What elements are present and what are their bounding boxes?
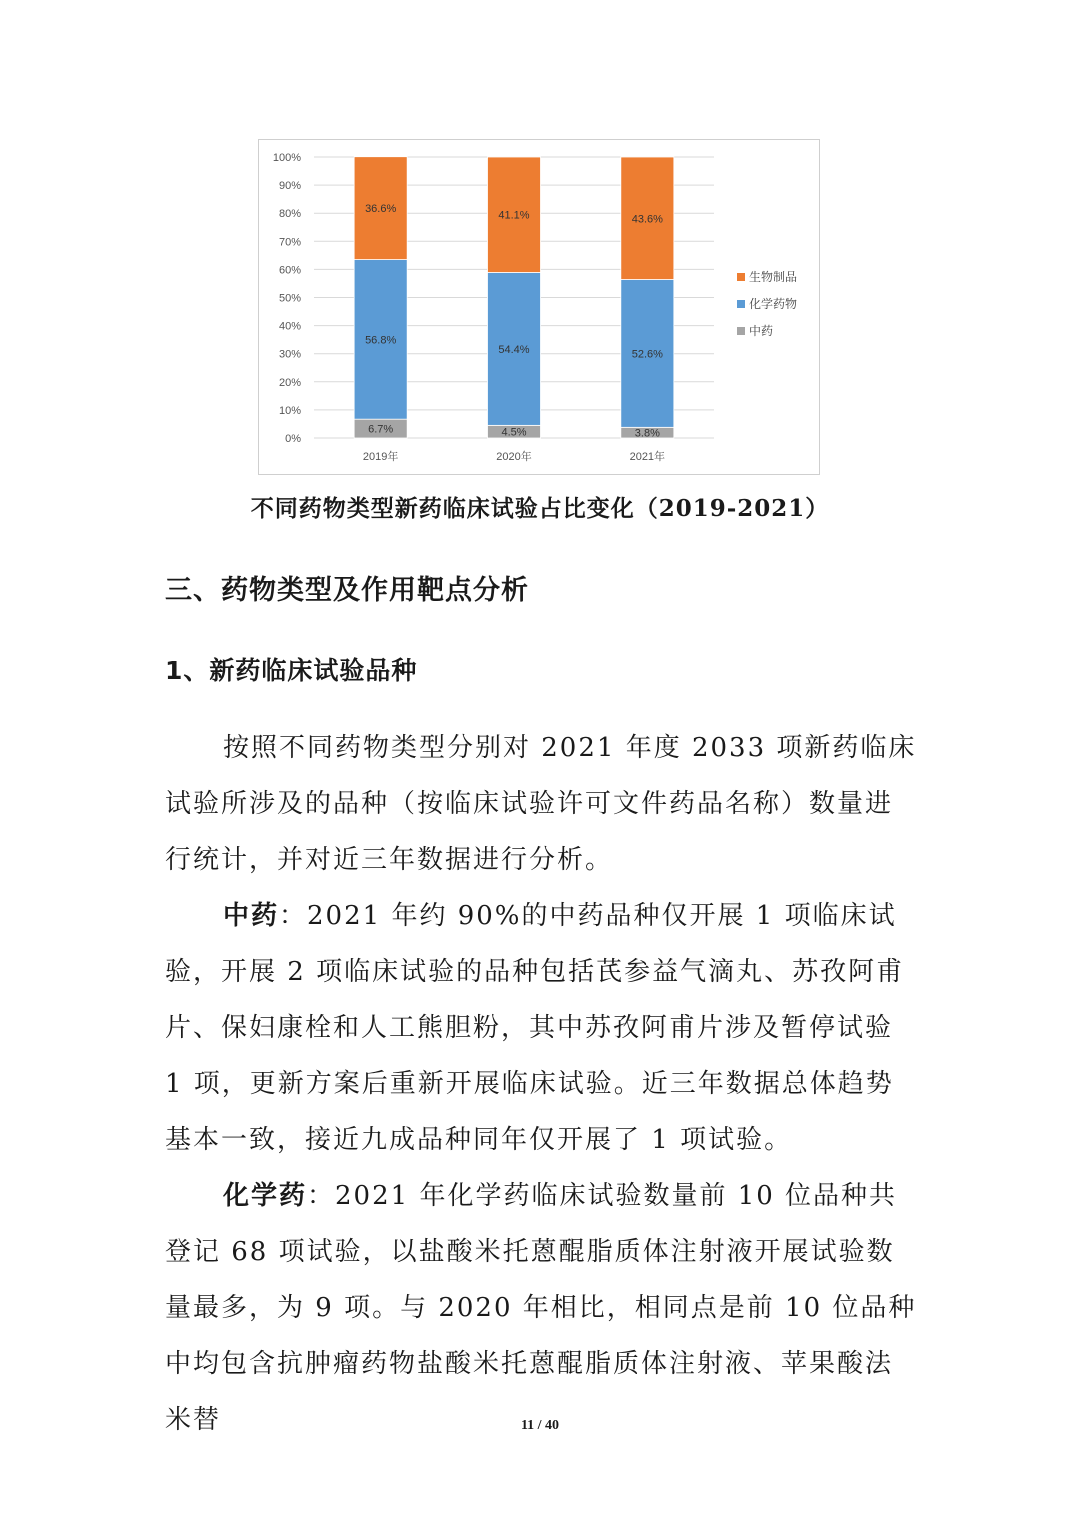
y-tick-label: 40% — [278, 320, 301, 333]
paragraph-text: ：2021 年约 90%的中药品种仅开展 1 项临床试验，开展 2 项临床试验的品种包括芪参益气滴丸、苏孜阿甫片、保妇康栓和人工熊胆粉，其中苏孜阿甫片涉及暂停试验 1 项，更新方案后重新开展临床试验。近三年数据总体趋势基本一致，接近九成品种同年仅开展了 1 项试验。 — [165, 901, 905, 1155]
subheading: 1、新药临床试验品种 — [165, 656, 418, 685]
x-tick-label: 2021年 — [629, 451, 666, 463]
y-tick-label: 0% — [285, 433, 301, 445]
y-tick-label: 60% — [278, 264, 301, 277]
y-tick-label: 100% — [272, 152, 301, 164]
data-label: 43.6% — [631, 213, 663, 226]
page-number: 11 / 40 — [520, 1418, 560, 1433]
y-tick-label: 20% — [278, 376, 301, 389]
paragraph-chemical — [165, 1168, 917, 1448]
data-label: 56.8% — [365, 334, 397, 347]
paragraph-tcm — [165, 888, 917, 1168]
y-tick-label: 30% — [278, 348, 301, 361]
data-label: 36.6% — [365, 203, 397, 216]
data-label: 41.1% — [498, 209, 530, 222]
chart-canvas — [259, 140, 819, 474]
y-tick-label: 80% — [278, 208, 301, 221]
paragraph-text: 按照不同药物类型分别对 2021 年度 2033 项新药临床试验所涉及的品种（按临床试验许可文件药品名称）数量进行统计，并对近三年数据进行分析。 — [165, 733, 917, 875]
legend-label: 中药 — [749, 324, 774, 338]
legend-label: 生物制品 — [749, 270, 798, 284]
x-tick-label: 2020年 — [496, 451, 532, 463]
legend-label: 化学药物 — [749, 297, 798, 311]
data-label: 52.6% — [631, 348, 663, 361]
y-tick-label: 70% — [278, 236, 301, 249]
data-label: 3.8% — [634, 427, 660, 440]
data-label: 6.7% — [368, 423, 394, 436]
body-text — [165, 720, 917, 1448]
y-tick-label: 90% — [278, 180, 301, 193]
data-label: 4.5% — [501, 426, 527, 439]
x-tick-label: 2019年 — [362, 451, 399, 463]
paragraph-intro — [165, 720, 917, 888]
stacked-bar-chart — [258, 139, 820, 475]
legend-swatch — [737, 273, 745, 281]
y-tick-label: 10% — [278, 404, 301, 417]
paragraph-lead: 化学药 — [223, 1181, 308, 1211]
legend-swatch — [737, 300, 745, 308]
figure-caption: 不同药物类型新药临床试验占比变化（2019-2021） — [250, 495, 830, 522]
legend-swatch — [737, 327, 745, 335]
data-label: 54.4% — [498, 343, 530, 356]
y-tick-label: 50% — [278, 292, 301, 305]
section-heading: 三、药物类型及作用靶点分析 — [165, 575, 529, 606]
paragraph-lead: 中药 — [223, 901, 280, 931]
paragraph-text: ：2021 年化学药临床试验数量前 10 位品种共登记 68 项试验，以盐酸米托蒽醌脂质体注射液开展试验数量最多，为 9 项。与 2020 年相比，相同点是前 10 位品种中均包含抗肿瘤药物盐酸米托蒽醌脂质体注射液、苹果酸法米替 — [165, 1181, 917, 1435]
